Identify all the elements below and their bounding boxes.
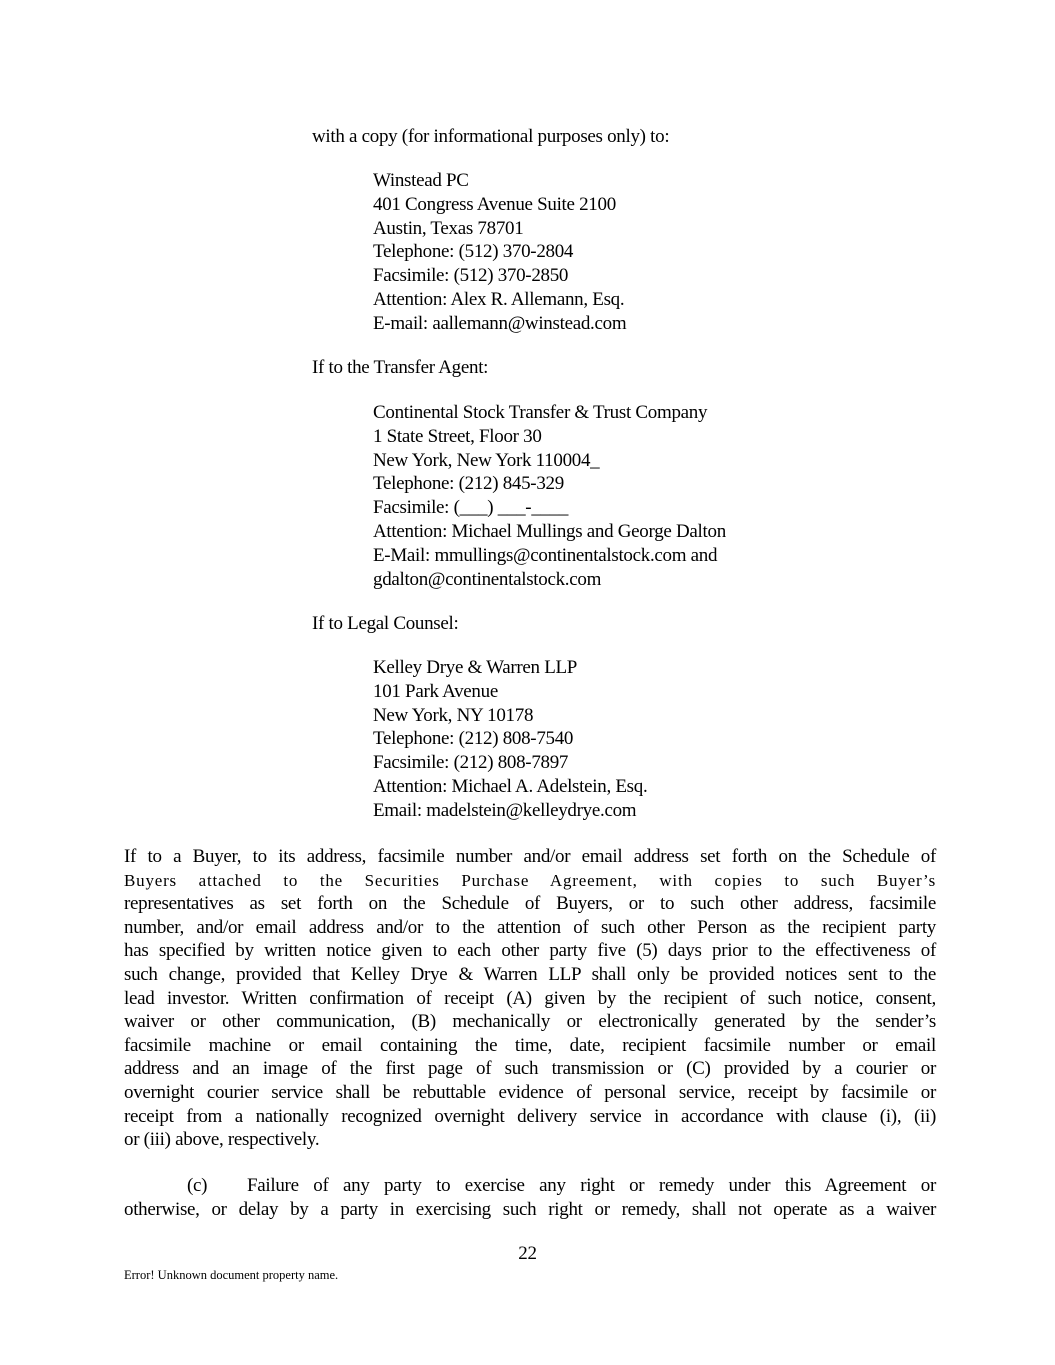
section-c-line2: otherwise, or delay by a party in exercising such right or remedy, shall not operate as a waiver xyxy=(124,1199,936,1220)
paragraph-line: facsimile machine or email containing the time, date, recipient facsimile number or email xyxy=(124,1034,936,1056)
transfer-agent-intro: If to the Transfer Agent: xyxy=(312,357,489,378)
winstead-line: Winstead PC xyxy=(373,170,469,191)
page-number: 22 xyxy=(518,1243,537,1264)
legal-counsel-intro: If to Legal Counsel: xyxy=(312,613,459,634)
paragraph-line: waiver or other communication, (B) mechanically or electronically generated by the sender’s xyxy=(124,1011,936,1033)
winstead-line: Telephone: (512) 370-2804 xyxy=(373,241,574,263)
legal-counsel-line: New York, NY 10178 xyxy=(373,704,534,726)
transfer-agent-line: 1 State Street, Floor 30 xyxy=(373,425,542,447)
winstead-line: Facsimile: (512) 370-2850 xyxy=(373,265,569,287)
transfer-agent-address-block xyxy=(373,401,726,591)
legal-counsel-line: Attention: Michael A. Adelstein, Esq. xyxy=(373,775,648,797)
winstead-line: 401 Congress Avenue Suite 2100 xyxy=(373,193,616,215)
paragraph-line: or (iii) above, respectively. xyxy=(124,1129,320,1151)
legal-counsel-line: Telephone: (212) 808-7540 xyxy=(373,728,574,750)
paragraph-line: such change, provided that Kelley Drye & Warren LLP shall only be provided notices sent to the xyxy=(124,963,936,985)
legal-counsel-line: Facsimile: (212) 808-7897 xyxy=(373,752,569,774)
transfer-agent-email: E-Mail: mmullings@continentalstock.com and xyxy=(373,544,718,566)
transfer-agent-line: Facsimile: (___) ___-____ xyxy=(373,497,569,519)
legal-counsel-address-block xyxy=(373,656,647,823)
legal-counsel-line: Kelley Drye & Warren LLP xyxy=(373,657,578,678)
paragraph-line: receipt from a nationally recognized overnight delivery service in accordance with clause (i), (ii) xyxy=(124,1105,936,1127)
transfer-agent-line: Attention: Michael Mullings and George Dalton xyxy=(373,520,726,542)
copy-intro: with a copy (for informational purposes only) to: xyxy=(312,126,670,147)
winstead-line: Attention: Alex R. Allemann, Esq. xyxy=(373,288,625,310)
section-c-label: (c) xyxy=(187,1175,208,1196)
transfer-agent-line: Continental Stock Transfer & Trust Company xyxy=(373,402,708,423)
legal-counsel-line: 101 Park Avenue xyxy=(373,680,498,702)
paragraph-line: Buyers attached to the Securities Purchase Agreement, with copies to such Buyer’s xyxy=(124,870,936,890)
transfer-agent-line: New York, New York 110004_ xyxy=(373,449,600,471)
transfer-agent-email: gdalton@continentalstock.com xyxy=(373,568,602,590)
paragraph-line: overnight courier service shall be rebuttable evidence of personal service, receipt by facsimile or xyxy=(124,1081,936,1103)
winstead-address-block xyxy=(373,169,626,336)
paragraph-line: If to a Buyer, to its address, facsimile number and/or email address set forth on the Schedule of xyxy=(124,846,936,867)
paragraph-line: number, and/or email address and/or to the attention of such other Person as the recipient party xyxy=(124,916,936,938)
paragraph-line: lead investor. Written confirmation of receipt (A) given by the recipient of such notice, consent, xyxy=(124,987,936,1009)
section-c-first-line xyxy=(124,1174,936,1198)
paragraph-line: has specified by written notice given to each other party five (5) days prior to the effectiveness of xyxy=(124,940,936,962)
footer-error-text: Error! Unknown document property name. xyxy=(124,1268,339,1282)
paragraph-line: address and an image of the first page of such transmission or (C) provided by a courier or xyxy=(124,1058,936,1080)
winstead-email: E-mail: aallemann@winstead.com xyxy=(373,312,627,334)
buyer-notice-paragraph xyxy=(124,845,936,1152)
winstead-line: Austin, Texas 78701 xyxy=(373,217,524,239)
section-c-line1: Failure of any party to exercise any right or remedy under this Agreement or xyxy=(247,1175,936,1196)
legal-counsel-email: Email: madelstein@kelleydrye.com xyxy=(373,799,637,821)
transfer-agent-line: Telephone: (212) 845-329 xyxy=(373,473,564,495)
section-c-paragraph xyxy=(124,1174,936,1222)
paragraph-line: representatives as set forth on the Schedule of Buyers, or to such other address, facsimile xyxy=(124,893,936,915)
